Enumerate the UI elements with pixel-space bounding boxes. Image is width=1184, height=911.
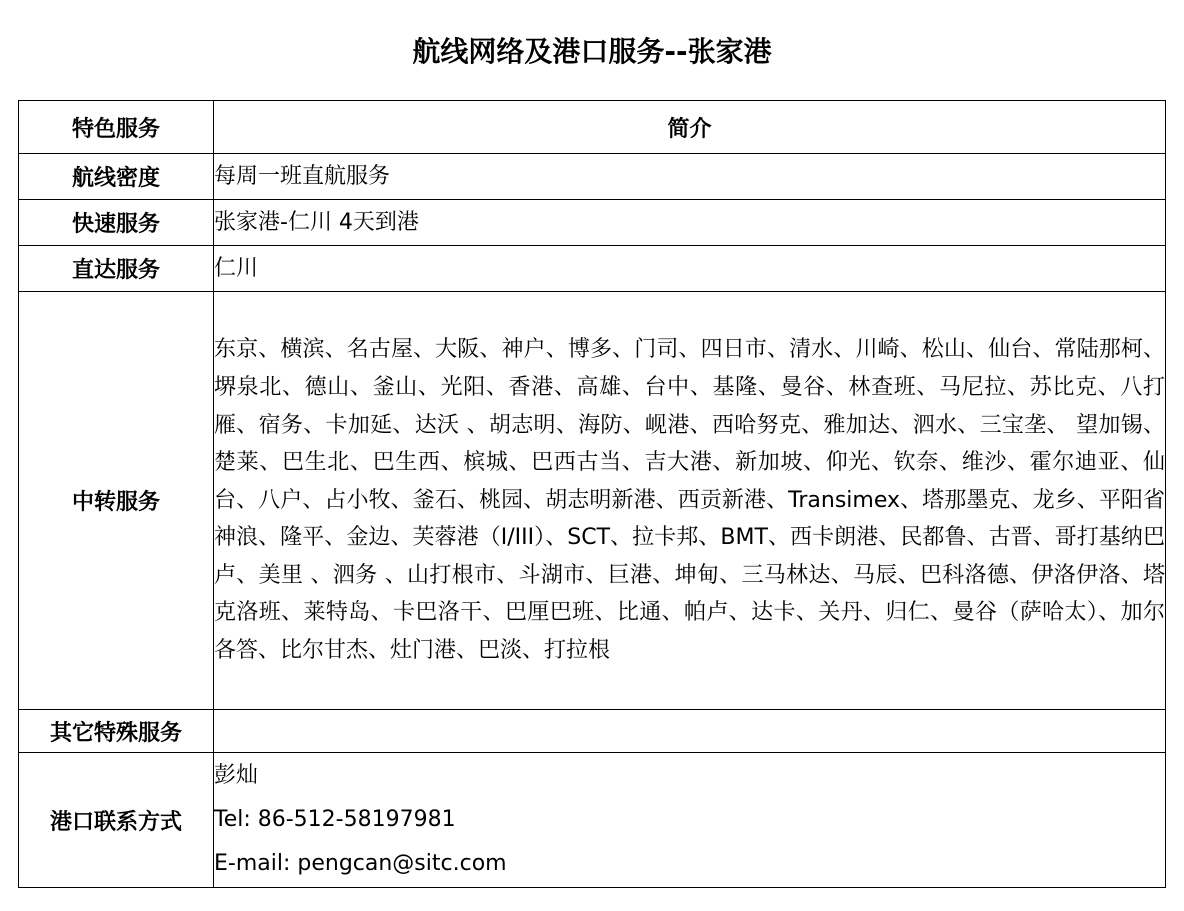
contact-email[interactable]: E-mail: pengcan@sitc.com	[214, 851, 507, 876]
row-value-express: 张家港-仁川 4天到港	[214, 200, 1166, 246]
row-value-other	[214, 710, 1166, 753]
table-row-other	[19, 710, 1166, 753]
table-row-transfer	[19, 292, 1166, 710]
row-value-transfer: 东京、横滨、名古屋、大阪、神户、博多、门司、四日市、清水、川崎、松山、仙台、常陆那柯、堺泉北、德山、釜山、光阳、香港、高雄、台中、基隆、曼谷、林查班、马尼拉、苏比克、八打雁、宿务、卡加延、达沃 、胡志明、海防、岘港、西哈努克、雅加达、泗水、三宝垄、 望加锡、楚莱、巴生北、巴生西、槟城、巴西古当、吉大港、新加坡、仰光、钦奈、维沙、霍尔迪亚、仙台、八户、占小牧、釜石、桃园、胡志明新港、西贡新港、Transimex、塔那墨克、龙乡、平阳省神浪、隆平、金边、芙蓉港（I/III）、SCT、拉卡邦、BMT、西卡朗港、民都鲁、古晋、哥打基纳巴卢、美里 、泗务 、山打根市、斗湖市、巨港、坤甸、三马林达、马辰、巴科洛德、伊洛伊洛、塔克洛班、莱特岛、卡巴洛干、巴厘巴班、比通、帕卢、达卡、关丹、归仁、曼谷（萨哈太）、加尔各答、比尔甘杰、灶门港、巴淡、打拉根	[214, 292, 1166, 710]
header-introduction: 简介	[214, 101, 1166, 154]
table-row-density	[19, 154, 1166, 200]
table-row-express	[19, 200, 1166, 246]
row-label-contact: 港口联系方式	[19, 753, 214, 888]
row-label-other: 其它特殊服务	[19, 710, 214, 753]
table-header-row	[19, 101, 1166, 154]
service-table	[18, 100, 1166, 888]
row-label-transfer: 中转服务	[19, 292, 214, 710]
row-label-express: 快速服务	[19, 200, 214, 246]
page-title: 航线网络及港口服务--张家港	[412, 35, 772, 68]
row-value-direct: 仁川	[214, 246, 1166, 292]
row-label-direct: 直达服务	[19, 246, 214, 292]
row-value-contact	[214, 753, 1166, 888]
row-label-density: 航线密度	[19, 154, 214, 200]
row-value-density: 每周一班直航服务	[214, 154, 1166, 200]
contact-name: 彭灿	[214, 763, 259, 788]
contact-tel: Tel: 86-512-58197981	[214, 807, 456, 832]
header-feature-service: 特色服务	[19, 101, 214, 154]
table-row-contact	[19, 753, 1166, 888]
table-row-direct	[19, 246, 1166, 292]
